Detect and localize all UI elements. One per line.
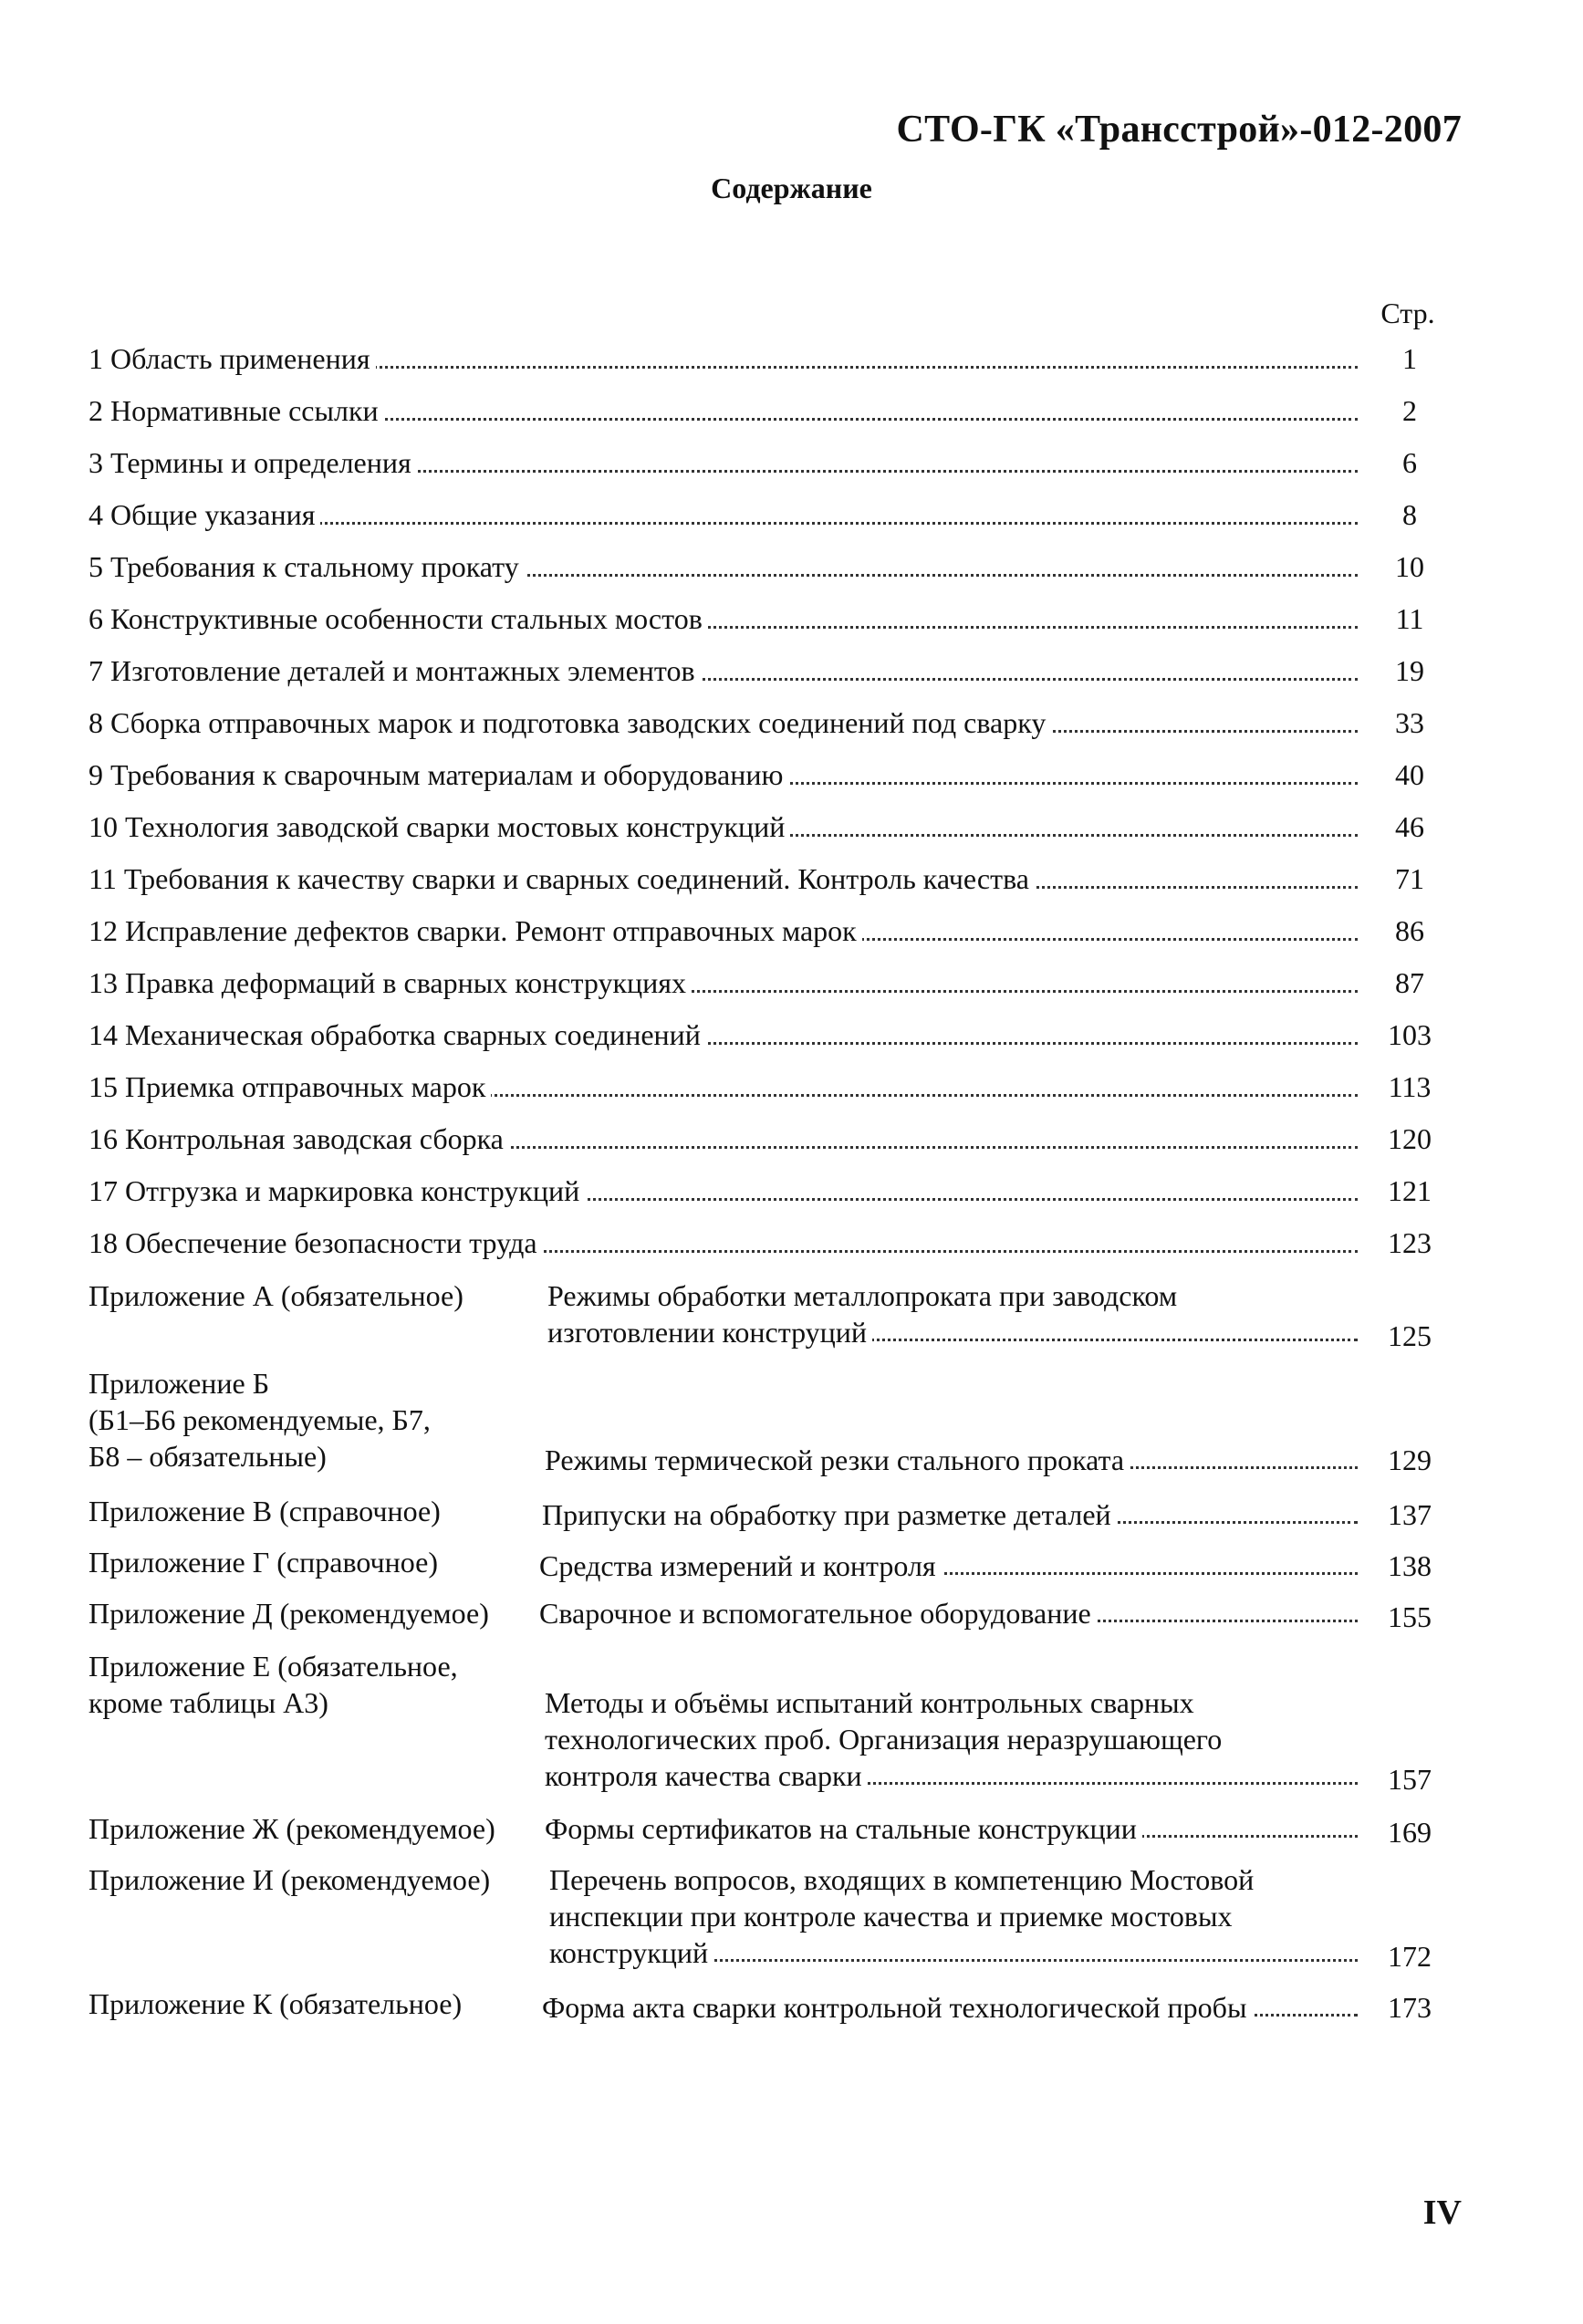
- appendix-last-line-text: Режимы термической резки стального проката: [545, 1442, 1130, 1478]
- toc-row: [89, 440, 1442, 485]
- toc-row: [89, 1168, 1442, 1214]
- toc-entry-label: 11 Требования к качеству сварки и сварных соединений. Контроль качества: [89, 856, 1035, 901]
- appendix-last-line: [542, 1496, 1358, 1533]
- appendix-page: 157: [1388, 1763, 1432, 1796]
- toc-entry-page: 71: [1395, 862, 1424, 895]
- appendix-last-line-text: Средства измерений и контроля: [539, 1548, 942, 1584]
- toc-entry-page: 46: [1395, 810, 1424, 843]
- appendix-last-line-text: Форма акта сварки контрольной технологической пробы: [542, 1989, 1252, 2026]
- appendix-label: Приложение Ж (рекомендуемое): [89, 1812, 495, 1845]
- toc-entry-label: 16 Контрольная заводская сборка: [89, 1116, 509, 1162]
- toc-entry-page: 2: [1402, 394, 1417, 427]
- toc-entry-label: 4 Общие указания: [89, 492, 320, 537]
- appendix-description: Режимы обработки металлопроката при заводском: [547, 1279, 1178, 1312]
- appendix-row: [89, 1810, 1442, 1850]
- appendix-page: 137: [1388, 1498, 1432, 1531]
- toc-row: [89, 804, 1442, 849]
- toc-entry-label: 12 Исправление дефектов сварки. Ремонт отправочных марок: [89, 908, 862, 954]
- toc-entry-page: 113: [1388, 1070, 1432, 1103]
- appendix-label: Приложение В (справочное): [89, 1495, 441, 1527]
- appendix-row: [89, 1595, 1442, 1635]
- toc-row: [89, 960, 1442, 1006]
- toc-row: [89, 544, 1442, 589]
- appendix-last-line: [547, 1314, 1358, 1350]
- appendix-label: Приложение И (рекомендуемое): [89, 1863, 491, 1896]
- appendix-last-line-text: Сварочное и вспомогательное оборудование: [539, 1595, 1097, 1631]
- toc-entry-label: 17 Отгрузка и маркировка конструкций: [89, 1168, 585, 1214]
- appendix-row: [89, 1277, 1442, 1354]
- appendix-last-line-text: конструкций: [549, 1934, 713, 1971]
- toc-entry-label: 8 Сборка отправочных марок и подготовка заводских соединений под сварку: [89, 700, 1051, 745]
- toc-row: [89, 388, 1442, 433]
- appendix-last-line: [545, 1442, 1358, 1478]
- toc-entry-label: 14 Механическая обработка сварных соединений: [89, 1012, 706, 1058]
- toc-title: Содержание: [711, 172, 872, 204]
- appendix-row: [89, 1365, 1442, 1478]
- toc-row: [89, 1064, 1442, 1110]
- toc-entry-label: 5 Требования к стальному прокату: [89, 544, 525, 589]
- appendix-page: 125: [1388, 1319, 1432, 1352]
- toc-entry-page: 120: [1388, 1122, 1432, 1155]
- toc-entry-label: 7 Изготовление деталей и монтажных элементов: [89, 648, 701, 693]
- toc-entry-page: 40: [1395, 758, 1424, 791]
- toc-entry-label: 10 Технология заводской сварки мостовых конструкций: [89, 804, 790, 849]
- appendix-last-line: [549, 1934, 1358, 1971]
- appendix-page: 129: [1388, 1443, 1432, 1476]
- appendix-description: Перечень вопросов, входящих в компетенцию Мостовой инспекции при контроле качества и приемке мостовых: [549, 1863, 1255, 1933]
- appendix-last-line-text: Формы сертификатов на стальные конструкции: [545, 1810, 1142, 1847]
- appendix-last-line-text: изготовлении конструций: [547, 1314, 872, 1350]
- appendix-last-line: [539, 1595, 1358, 1631]
- toc-row: [89, 1116, 1442, 1162]
- doc-code: СТО-ГК «Трансстрой»-012-2007: [896, 109, 1462, 151]
- toc-entry-page: 86: [1395, 914, 1424, 947]
- appendix-row: [89, 1544, 1442, 1584]
- appendix-label: Приложение К (обязательное): [89, 1987, 463, 2020]
- toc-entry-page: 87: [1395, 966, 1424, 999]
- toc-row: [89, 752, 1442, 797]
- appendix-last-line-text: Припуски на обработку при разметке деталей: [542, 1496, 1117, 1533]
- appendix-label: Приложение Г (справочное): [89, 1546, 438, 1579]
- toc-entry-page: 123: [1388, 1226, 1432, 1259]
- toc-entry-page: 11: [1395, 602, 1424, 635]
- appendix-row: [89, 1861, 1442, 1975]
- toc-entry-page: 10: [1395, 550, 1424, 583]
- appendix-last-line-text: контроля качества сварки: [545, 1757, 868, 1794]
- appendix-page: 173: [1388, 1991, 1432, 2024]
- toc-row: [89, 700, 1442, 745]
- toc-row: [89, 336, 1442, 381]
- appendix-description: Методы и объёмы испытаний контрольных сварных технологических проб. Организация неразрушающего: [545, 1686, 1223, 1756]
- appendix-label: Приложение Е (обязательное, кроме таблицы А3): [89, 1650, 458, 1719]
- toc-entry-label: 6 Конструктивные особенности стальных мостов: [89, 596, 708, 641]
- toc-entry-page: 19: [1395, 654, 1424, 687]
- appendix-last-line: [545, 1810, 1358, 1847]
- toc-row: [89, 856, 1442, 901]
- appendix-last-line: [539, 1548, 1358, 1584]
- page-column-header: Стр.: [1380, 297, 1435, 329]
- toc-entry-label: 2 Нормативные ссылки: [89, 388, 384, 433]
- toc-entry-page: 103: [1388, 1018, 1432, 1051]
- appendix-row: [89, 1493, 1442, 1533]
- appendix-row: [89, 1648, 1442, 1798]
- appendix-label: Приложение Б (Б1–Б6 рекомендуемые, Б7, Б8 – обязательные): [89, 1367, 431, 1473]
- appendix-last-line: [545, 1757, 1358, 1794]
- toc-entry-page: 8: [1402, 498, 1417, 531]
- toc-entry-page: 33: [1395, 706, 1424, 739]
- toc-entry-label: 15 Приемка отправочных марок: [89, 1064, 491, 1110]
- appendix-page: 172: [1388, 1940, 1432, 1973]
- appendix-page: 169: [1388, 1816, 1432, 1849]
- toc-entry-page: 121: [1388, 1174, 1432, 1207]
- appendix-label: Приложение А (обязательное): [89, 1279, 463, 1312]
- appendix-label: Приложение Д (рекомендуемое): [89, 1597, 489, 1630]
- toc-entry-page: 1: [1402, 342, 1417, 375]
- toc-entry-label: 1 Область применения: [89, 336, 376, 381]
- appendix-page: 138: [1388, 1549, 1432, 1582]
- toc-entry-label: 9 Требования к сварочным материалам и оборудованию: [89, 752, 788, 797]
- toc-row: [89, 596, 1442, 641]
- toc-row: [89, 648, 1442, 693]
- toc-row: [89, 1012, 1442, 1058]
- toc-entry-label: 13 Правка деформаций в сварных конструкциях: [89, 960, 692, 1006]
- toc-row: [89, 908, 1442, 954]
- appendix-row: [89, 1985, 1442, 2026]
- toc-entry-page: 6: [1402, 446, 1417, 479]
- toc-entry-label: 3 Термины и определения: [89, 440, 417, 485]
- appendix-last-line: [542, 1989, 1358, 2026]
- toc-entry-label: 18 Обеспечение безопасности труда: [89, 1220, 543, 1266]
- toc-row: [89, 492, 1442, 537]
- appendix-page: 155: [1388, 1600, 1432, 1633]
- toc-row: [89, 1220, 1442, 1266]
- page-number: IV: [1422, 2194, 1462, 2232]
